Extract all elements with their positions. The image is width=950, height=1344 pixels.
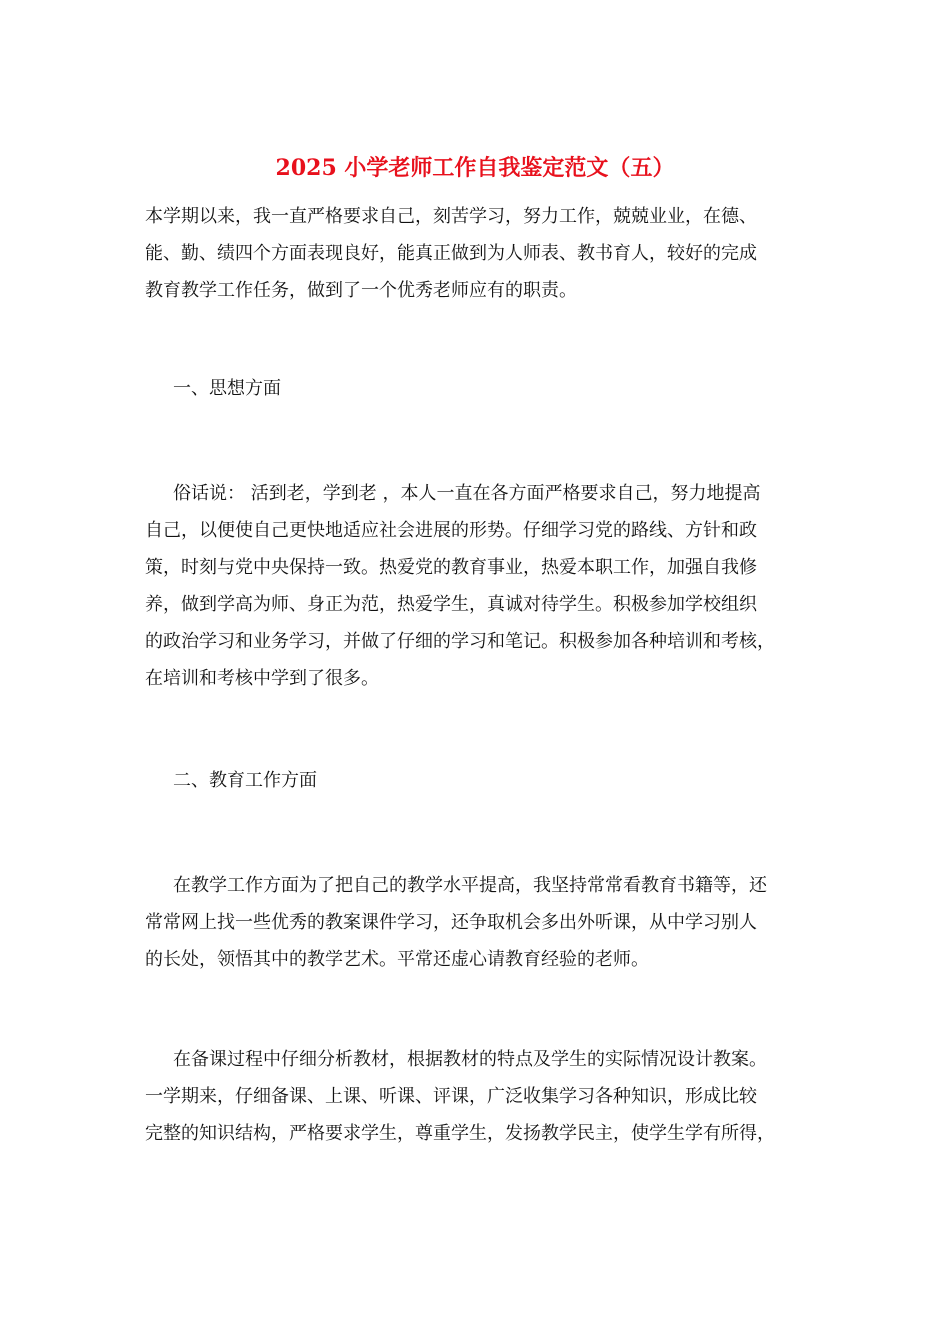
section-2-paragraph-1 [145, 867, 809, 978]
section-2-line: 常常网上找一些优秀的教案课件学习，还争取机会多出外听课，从中学习别人 [145, 912, 757, 933]
section-1-line: 在培训和考核中学到了很多。 [145, 668, 379, 689]
section-2-line: 在备课过程中仔细分析教材，根据教材的特点及学生的实际情况设计教案。 [173, 1049, 767, 1070]
section-1-line: 俗话说： 活到老，学到老 ，本人一直在各方面严格要求自己，努力地提高 [173, 483, 761, 504]
section-2-line: 完整的知识结构，严格要求学生，尊重学生，发扬教学民主，使学生学有所得， [145, 1123, 775, 1144]
intro-paragraph [145, 198, 809, 309]
section-2-heading: 二、教育工作方面 [173, 770, 317, 791]
section-1-heading: 一、思想方面 [173, 378, 281, 399]
section-1-line: 策，时刻与党中央保持一致。热爱党的教育事业，热爱本职工作，加强自我修 [145, 557, 757, 578]
section-2-line: 的长处，领悟其中的教学艺术。平常还虚心请教育经验的老师。 [145, 949, 649, 970]
section-2-heading-block [145, 762, 809, 799]
intro-line: 教育教学工作任务，做到了一个优秀老师应有的职责。 [145, 280, 577, 301]
section-2-line: 一学期来，仔细备课、上课、听课、评课，广泛收集学习各种知识，形成比较 [145, 1086, 757, 1107]
section-2-paragraph-2 [145, 1041, 809, 1152]
section-1-line: 养，做到学高为师、身正为范，热爱学生，真诚对待学生。积极参加学校组织 [145, 594, 757, 615]
section-2-line: 在教学工作方面为了把自己的教学水平提高，我坚持常常看教育书籍等，还 [173, 875, 767, 896]
section-1-line: 自己，以便使自己更快地适应社会进展的形势。仔细学习党的路线、方针和政 [145, 520, 757, 541]
section-1-heading-block [145, 370, 809, 407]
intro-line: 本学期以来，我一直严格要求自己，刻苦学习，努力工作，兢兢业业，在德、 [145, 206, 757, 227]
section-1-line: 的政治学习和业务学习，并做了仔细的学习和笔记。积极参加各种培训和考核， [145, 631, 775, 652]
document-title: 2025 小学老师工作自我鉴定范文（五） [275, 155, 675, 181]
intro-line: 能、勤、绩四个方面表现良好，能真正做到为人师表、教书育人，较好的完成 [145, 243, 757, 264]
section-1-paragraph [145, 475, 809, 697]
